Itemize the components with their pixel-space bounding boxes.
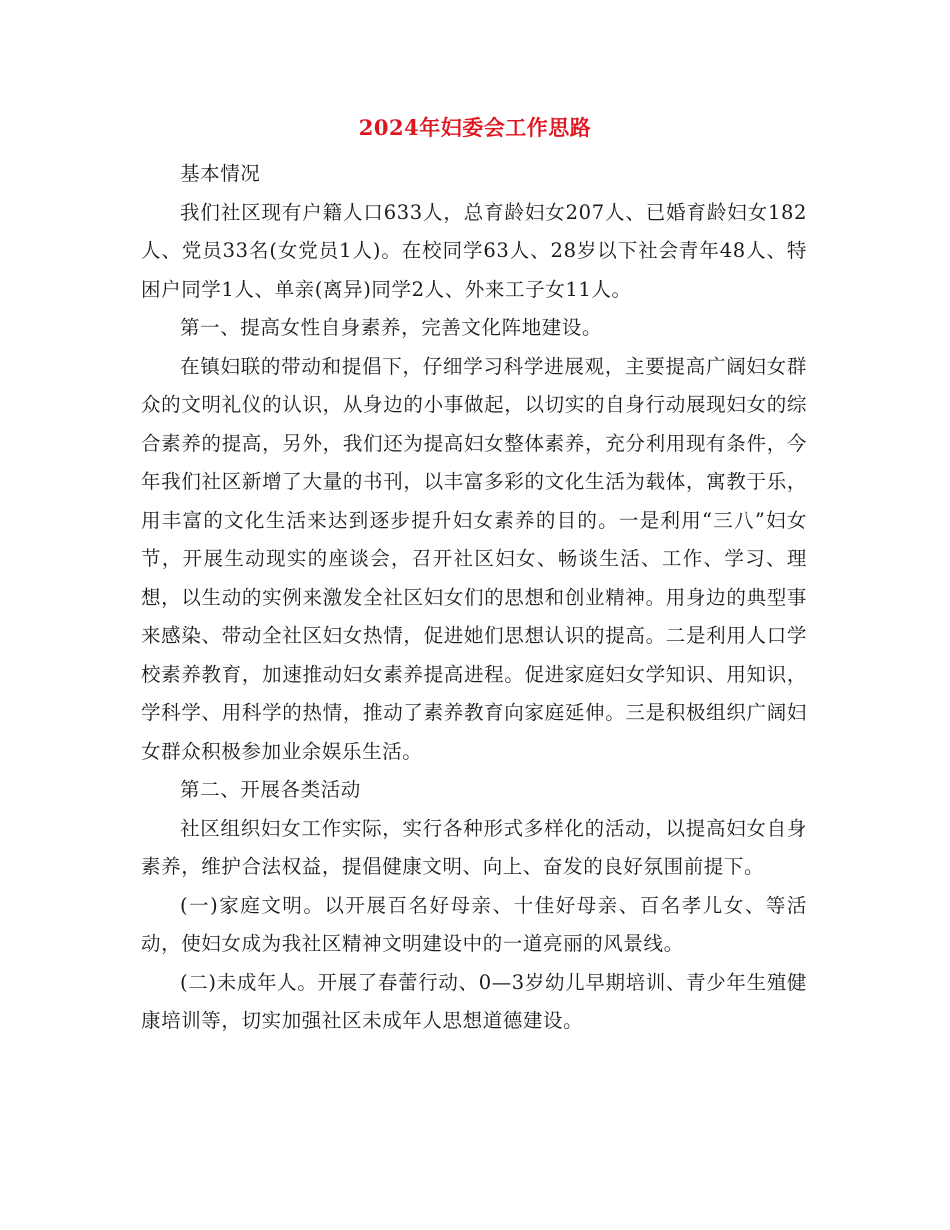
- paragraph-population-stats: 我们社区现有户籍人口633人，总育龄妇女207人、已婚育龄妇女182人、党员33名(女党员1人)。在校同学63人、28岁以下社会青年48人、特困户同学1人、单亲(离异)同学2人、外来工子女11人。: [141, 200, 807, 301]
- paragraph-basic-situation-heading: 基本情况: [180, 162, 261, 185]
- paragraph-section-two-heading: 第二、开展各类活动: [180, 778, 361, 801]
- paragraph-section-one-body: 在镇妇联的带动和提倡下，仔细学习科学进展观，主要提高广阔妇女群众的文明礼仪的认识，从身边的小事做起，以切实的自身行动展现妇女的综合素养的提高，另外，我们还为提高妇女整体素养，充分利用现有条件，今年我们社区新增了大量的书刊，以丰富多彩的文化生活为载体，寓教于乐，用丰富的文化生活来达到逐步提升妇女素养的目的。一是利用“三八”妇女节，开展生动现实的座谈会，召开社区妇女、畅谈生活、工作、学习、理想，以生动的实例来激发全社区妇女们的思想和创业精神。用身边的典型事来感染、带动全社区妇女热情，促进她们思想认识的提高。二是利用人口学校素养教育，加速推动妇女素养提高进程。促进家庭妇女学知识、用知识，学科学、用科学的热情，推动了素养教育向家庭延伸。三是积极组织广阔妇女群众积极参加业余娱乐生活。: [141, 354, 807, 763]
- document-title: 2024年妇委会工作思路: [358, 115, 592, 140]
- paragraph-section-one-heading: 第一、提高女性自身素养，完善文化阵地建设。: [180, 316, 603, 339]
- paragraph-minors: (二)未成年人。开展了春蕾行动、0—3岁幼儿早期培训、青少年生殖健康培训等，切实加强社区未成年人思想道德建设。: [141, 970, 807, 1032]
- document-body: [141, 155, 807, 1041]
- paragraph-family-civilization: (一)家庭文明。以开展百名好母亲、十佳好母亲、百名孝儿女、等活动，使妇女成为我社区精神文明建设中的一道亮丽的风景线。: [141, 893, 807, 955]
- paragraph-section-two-body: 社区组织妇女工作实际，实行各种形式多样化的活动，以提高妇女自身素养，维护合法权益，提倡健康文明、向上、奋发的良好氛围前提下。: [141, 816, 807, 878]
